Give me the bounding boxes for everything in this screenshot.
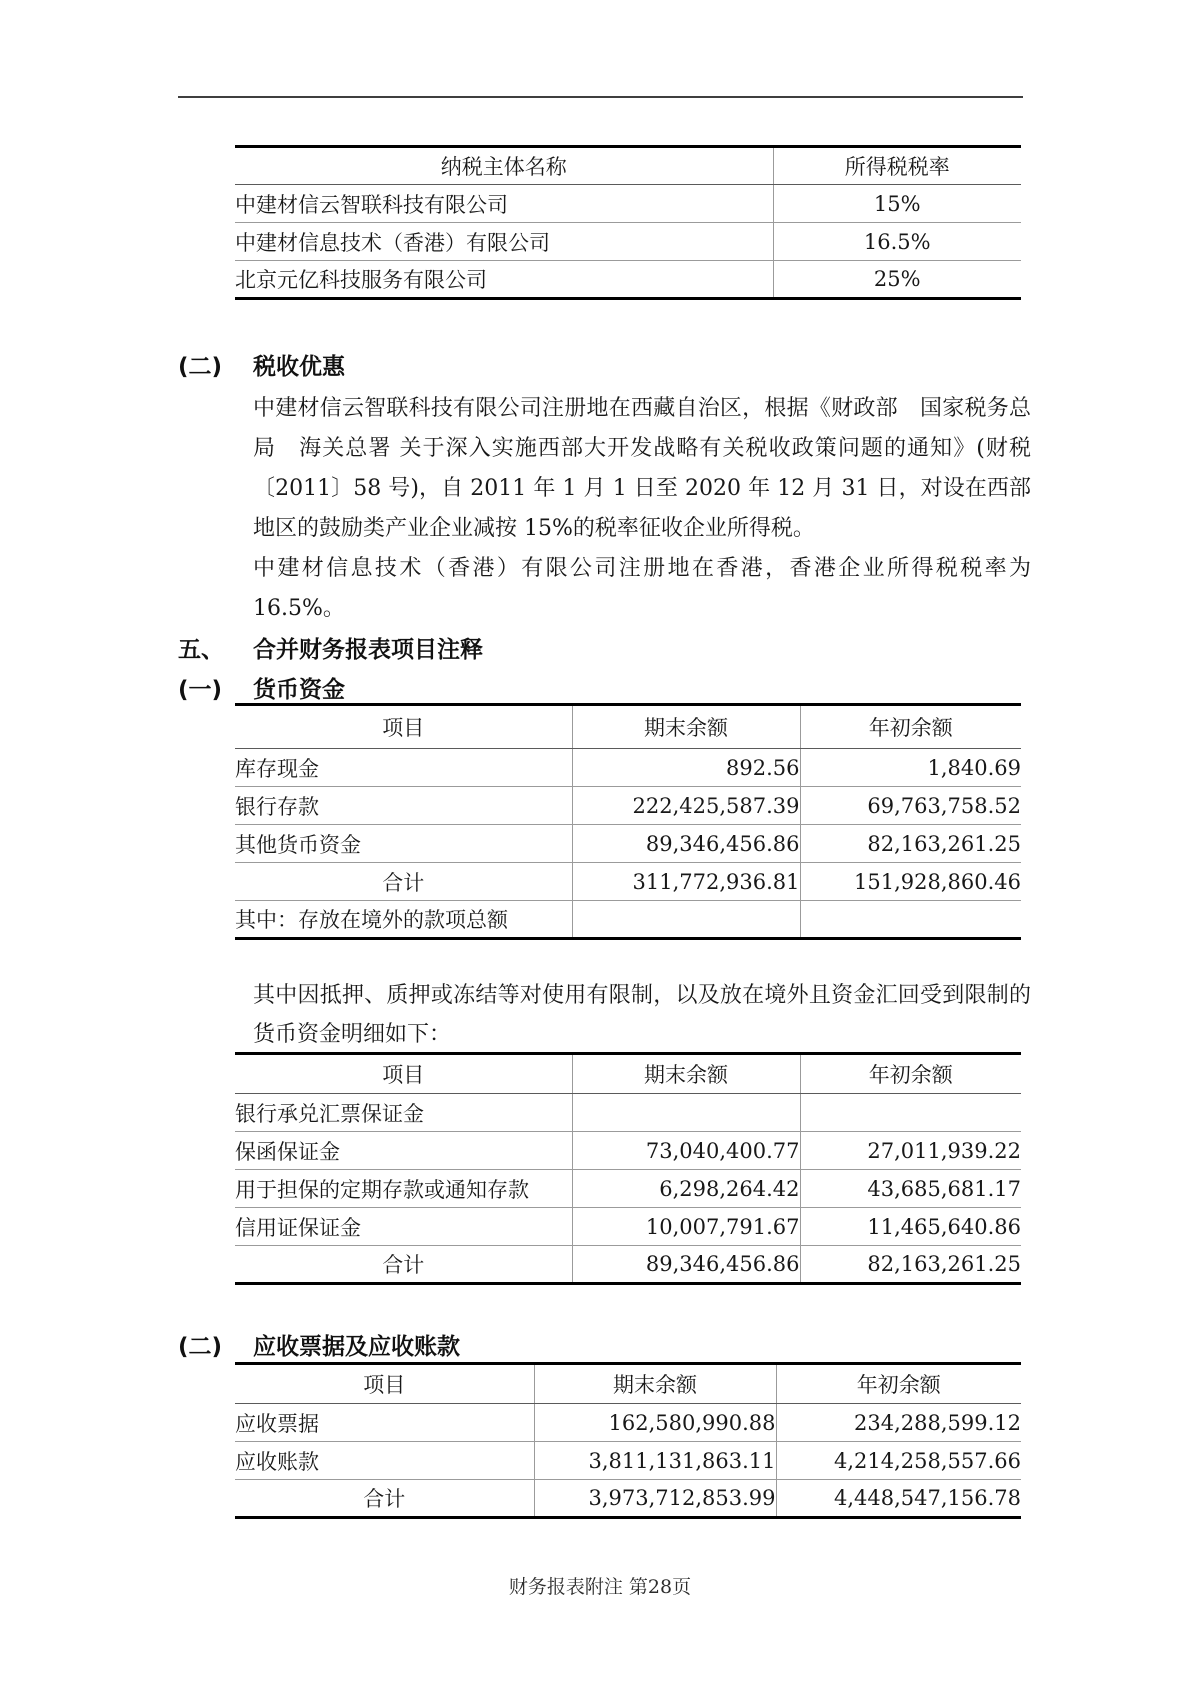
ending-balance-cell: 222,425,587.39	[572, 787, 800, 825]
tax-rate-cell: 15%	[773, 185, 1021, 223]
table-row	[235, 1404, 1021, 1442]
table-total-row	[235, 1246, 1021, 1284]
ending-balance-cell: 10,007,791.67	[572, 1208, 800, 1246]
column-header-entity: 纳税主体名称	[235, 147, 773, 185]
ending-balance-cell	[572, 901, 800, 939]
item-cell: 信用证保证金	[235, 1208, 572, 1246]
cash-table	[235, 703, 1021, 940]
section-title: 应收票据及应收账款	[253, 1334, 460, 1360]
table-row	[235, 1208, 1021, 1246]
entity-name-cell: 北京元亿科技服务有限公司	[235, 261, 773, 299]
column-header-rate: 所得税税率	[773, 147, 1021, 185]
table-row	[235, 749, 1021, 787]
restricted-cash-table	[235, 1052, 1021, 1285]
restricted-note-paragraph: 其中因抵押、质押或冻结等对使用有限制，以及放在境外且资金汇回受到限制的货币资金明细如下：	[253, 983, 1031, 1047]
item-cell: 用于担保的定期存款或通知存款	[235, 1170, 572, 1208]
beginning-balance-cell: 4,448,547,156.78	[776, 1480, 1021, 1518]
section-label: (二)	[178, 1334, 223, 1360]
table-total-row	[235, 863, 1021, 901]
column-header-item: 项目	[235, 1364, 534, 1404]
table-header-row	[235, 705, 1021, 749]
item-cell: 库存现金	[235, 756, 319, 781]
table-header-row	[235, 1054, 1021, 1094]
tax-incentive-paragraph-2: 中建材信息技术（香港）有限公司注册地在香港，香港企业所得税税率为 16.5%。	[253, 556, 1031, 621]
header-rule	[178, 96, 1023, 98]
section-label: 五、	[178, 637, 224, 663]
column-header-beginning-balance: 年初余额	[776, 1364, 1021, 1404]
entity-name-cell: 中建材信息技术（香港）有限公司	[235, 223, 773, 261]
beginning-balance-cell: 151,928,860.46	[800, 863, 1021, 901]
item-cell: 应收账款	[235, 1442, 534, 1480]
tax-incentive-paragraphs	[253, 389, 1031, 629]
table-row	[235, 1132, 1021, 1170]
ending-balance-cell: 892.56	[572, 749, 800, 787]
ending-balance-cell: 89,346,456.86	[572, 1246, 800, 1284]
column-header-item: 项目	[235, 705, 572, 749]
column-header-ending-balance: 期末余额	[572, 1054, 800, 1094]
beginning-balance-cell	[800, 1094, 1021, 1132]
section-label: (一)	[178, 677, 223, 703]
column-header-item: 项目	[235, 1054, 572, 1094]
column-header-beginning-balance: 年初余额	[800, 705, 1021, 749]
total-label-cell: 合计	[235, 1480, 534, 1518]
item-cell: 银行承兑汇票保证金	[235, 1101, 424, 1126]
tax-rate-cell: 16.5%	[773, 223, 1021, 261]
ending-balance-cell: 3,811,131,863.11	[534, 1442, 776, 1480]
section-title: 税收优惠	[253, 354, 345, 380]
item-cell: 保函保证金	[235, 1132, 572, 1170]
beginning-balance-cell: 4,214,258,557.66	[776, 1442, 1021, 1480]
ending-balance-cell: 89,346,456.86	[572, 825, 800, 863]
restricted-funds-note	[253, 976, 1031, 1054]
receivables-table	[235, 1362, 1021, 1519]
table-row	[235, 825, 1021, 863]
section-heading-cash	[178, 676, 345, 704]
beginning-balance-cell: 11,465,640.86	[800, 1208, 1021, 1246]
ending-balance-cell	[572, 1094, 800, 1132]
ending-balance-cell: 311,772,936.81	[572, 863, 800, 901]
table-row	[235, 261, 1021, 299]
table-row	[235, 1170, 1021, 1208]
table-row	[235, 1442, 1021, 1480]
item-cell: 银行存款	[235, 787, 572, 825]
table-header-row	[235, 147, 1021, 185]
ending-balance-cell: 162,580,990.88	[534, 1404, 776, 1442]
beginning-balance-cell: 27,011,939.22	[800, 1132, 1021, 1170]
table-row	[235, 901, 1021, 939]
table-row	[235, 185, 1021, 223]
ending-balance-cell: 6,298,264.42	[572, 1170, 800, 1208]
beginning-balance-cell: 82,163,261.25	[800, 1246, 1021, 1284]
item-cell: 其中：存放在境外的款项总额	[235, 901, 572, 939]
beginning-balance-cell: 1,840.69	[800, 749, 1021, 787]
section-heading-tax-incentive	[178, 353, 345, 381]
ending-balance-cell: 73,040,400.77	[572, 1132, 800, 1170]
table-row	[235, 223, 1021, 261]
tax-entity-table	[235, 145, 1021, 300]
entity-name-cell: 中建材信云智联科技有限公司	[235, 192, 508, 217]
beginning-balance-cell: 234,288,599.12	[776, 1404, 1021, 1442]
table-header-row	[235, 1364, 1021, 1404]
beginning-balance-cell: 82,163,261.25	[800, 825, 1021, 863]
section-label: (二)	[178, 354, 223, 380]
beginning-balance-cell: 43,685,681.17	[800, 1170, 1021, 1208]
page-footer: 财务报表附注 第28页	[508, 1576, 692, 1598]
column-header-ending-balance: 期末余额	[572, 705, 800, 749]
section-heading-notes	[178, 636, 483, 664]
table-total-row	[235, 1480, 1021, 1518]
total-label-cell: 合计	[235, 1246, 572, 1284]
column-header-ending-balance: 期末余额	[534, 1364, 776, 1404]
table-row	[235, 787, 1021, 825]
tax-incentive-paragraph-1: 中建材信云智联科技有限公司注册地在西藏自治区，根据《财政部 国家税务总局 海关总署 关于深入实施西部大开发战略有关税收政策问题的通知》(财税〔2011〕58 号)，自 2011 年 1 月 1 日至 2020 年 12 月 31 日，对设在西部地区的鼓励类产业企业减按 15%的税率征收企业所得税。	[253, 396, 1031, 541]
section-title: 合并财务报表项目注释	[253, 637, 483, 663]
item-cell: 其他货币资金	[235, 825, 572, 863]
beginning-balance-cell	[800, 901, 1021, 939]
section-title: 货币资金	[253, 677, 345, 703]
ending-balance-cell: 3,973,712,853.99	[534, 1480, 776, 1518]
column-header-beginning-balance: 年初余额	[800, 1054, 1021, 1094]
beginning-balance-cell: 69,763,758.52	[800, 787, 1021, 825]
table-row	[235, 1094, 1021, 1132]
item-cell: 应收票据	[235, 1411, 319, 1436]
total-label-cell: 合计	[235, 863, 572, 901]
tax-rate-cell: 25%	[773, 261, 1021, 299]
section-heading-receivables	[178, 1333, 460, 1361]
